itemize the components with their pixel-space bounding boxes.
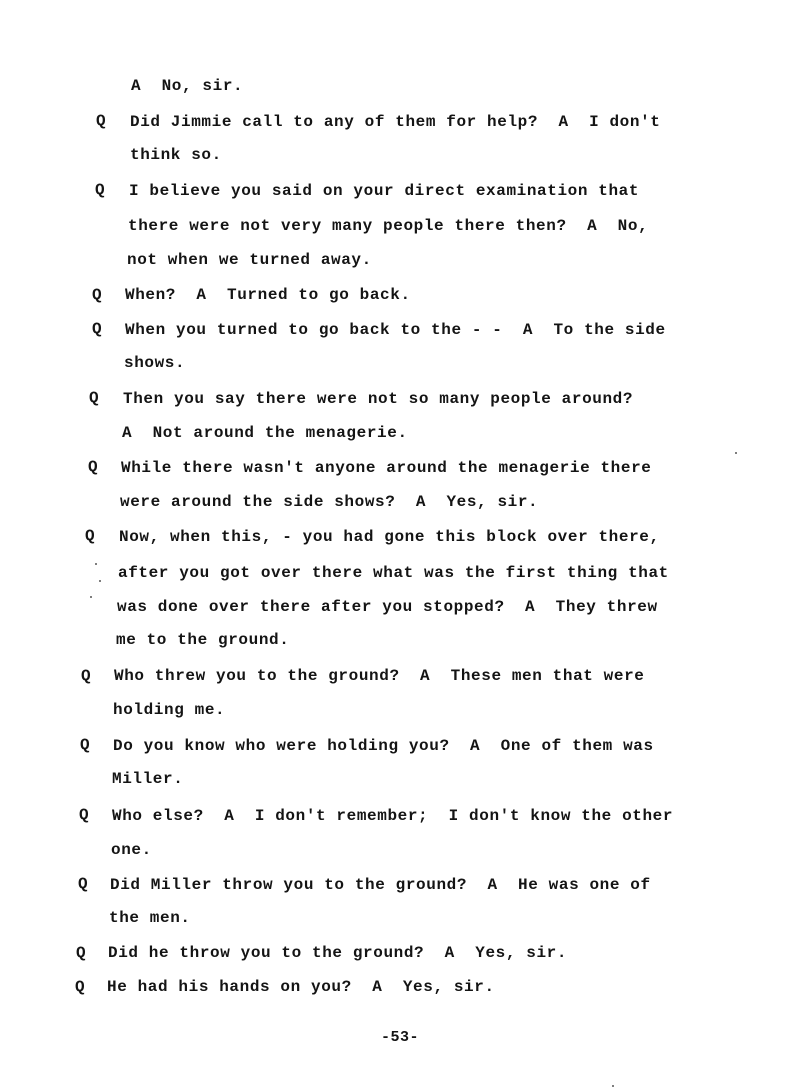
question-line: When? A Turned to go back. [125, 286, 411, 304]
question-marker: Q [75, 978, 85, 996]
question-marker: Q [88, 458, 98, 476]
continuation-line: after you got over there what was the first thing that [118, 564, 669, 582]
page-number: -53- [380, 1029, 419, 1046]
question-line: Did Miller throw you to the ground? A He was one of [110, 876, 651, 894]
question-line: He had his hands on you? A Yes, sir. [107, 978, 495, 996]
question-line: I believe you said on your direct examination that [129, 182, 640, 200]
question-line: Did he throw you to the ground? A Yes, sir. [108, 944, 568, 962]
continuation-line: there were not very many people there then? A No, [128, 217, 649, 235]
question-marker: Q [76, 944, 86, 962]
question-line: Did Jimmie call to any of them for help? A I don't [130, 113, 661, 131]
continuation-line: think so. [130, 146, 222, 164]
question-line: Now, when this, - you had gone this block over there, [119, 528, 660, 546]
question-marker: Q [79, 806, 89, 824]
continuation-line: shows. [124, 354, 186, 372]
continuation-line: Miller. [112, 770, 184, 788]
scan-speck [95, 563, 97, 565]
question-marker: Q [80, 736, 90, 754]
continuation-line: was done over there after you stopped? A They threw [117, 598, 658, 616]
scan-speck [90, 596, 92, 598]
scan-speck [735, 452, 737, 454]
question-line: Do you know who were holding you? A One of them was [113, 737, 654, 755]
question-marker: Q [85, 527, 95, 545]
scan-speck [612, 1085, 614, 1087]
question-marker: Q [92, 320, 102, 338]
question-line: While there wasn't anyone around the menagerie there [121, 459, 652, 477]
question-marker: Q [95, 181, 105, 199]
continuation-line: one. [111, 841, 152, 859]
question-marker: Q [81, 667, 91, 685]
question-marker: Q [78, 875, 88, 893]
answer-line: A No, sir. [131, 77, 244, 95]
continuation-line: holding me. [113, 701, 226, 719]
question-marker: Q [92, 286, 102, 304]
scan-speck [99, 580, 101, 582]
answer-line: A Not around the menagerie. [122, 424, 408, 442]
question-line: Who threw you to the ground? A These men that were [114, 667, 645, 685]
continuation-line: me to the ground. [116, 631, 290, 649]
question-line: Then you say there were not so many people around? [123, 390, 634, 408]
continuation-line: not when we turned away. [127, 251, 372, 269]
continuation-line: were around the side shows? A Yes, sir. [120, 493, 539, 511]
question-marker: Q [89, 389, 99, 407]
question-marker: Q [96, 112, 106, 130]
question-line: Who else? A I don't remember; I don't know the other [112, 807, 674, 825]
continuation-line: the men. [109, 909, 191, 927]
question-line: When you turned to go back to the - - A To the side [125, 321, 666, 339]
